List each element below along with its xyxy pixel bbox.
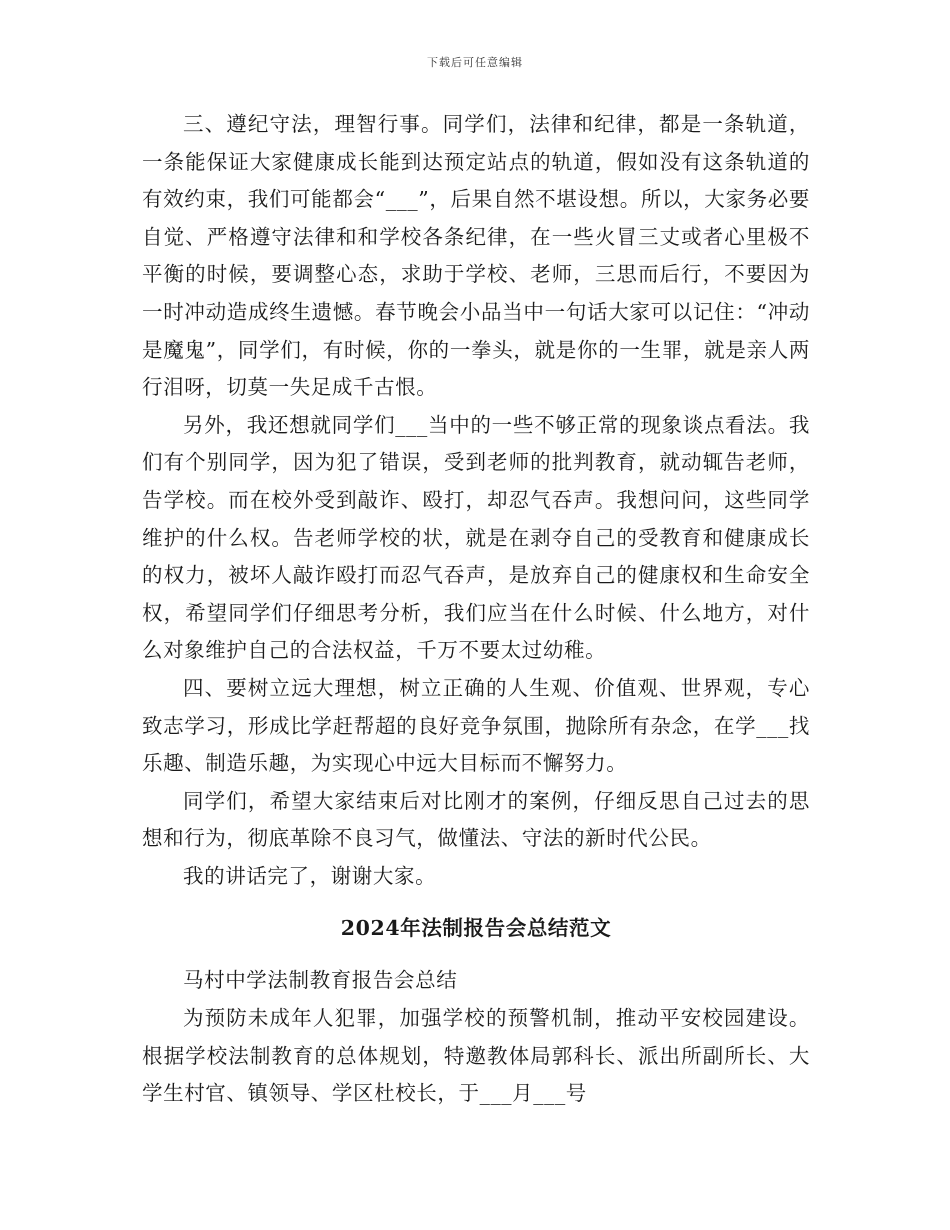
- paragraph-closing: 我的讲话完了，谢谢大家。: [183, 863, 437, 888]
- section-title: 2024年法制报告会总结范文: [340, 916, 612, 941]
- paragraph-rights: 另外，我还想就同学们___当中的一些不够正常的现象谈点看法。我们有个别同学，因为犯了错误，受到老师的批判教育，就动辄告老师，告学校。而在校外受到敲诈、殴打，却忍气吞声。我想问问，这些同学维护的什么权。告老师学校的状，就是在剥夺自己的受教育和健康成长的权力，被坏人敲诈殴打而忍气吞声，是放弃自己的健康权和生命安全权，希望同学们仔细思考分析，我们应当在什么时候、什么地方，对什么对象维护自己的合法权益，千万不要太过幼稚。: [142, 412, 810, 663]
- paragraph-intro: 为预防未成年人犯罪，加强学校的预警机制，推动平安校园建设。根据学校法制教育的总体规划，特邀教体局郭科长、派出所副所长、大学生村官、镇领导、学区杜校长，于___月___号: [142, 1006, 810, 1106]
- paragraph-ideals: 四、要树立远大理想，树立正确的人生观、价值观、世界观，专心致志学习，形成比学赶帮超的良好竞争氛围，抛除所有杂念，在学___找乐趣、制造乐趣，为实现心中远大目标而不懈努力。: [142, 675, 810, 776]
- paragraph-subtitle: 马村中学法制教育报告会总结: [183, 968, 458, 993]
- document-body: [142, 106, 810, 1113]
- page-header-note: 下载后可任意编辑: [427, 56, 523, 69]
- paragraph-reflection: 同学们，希望大家结束后对比刚才的案例，仔细反思自己过去的思想和行为，彻底革除不良习气，做懂法、守法的新时代公民。: [142, 788, 810, 851]
- paragraph-discipline: 三、遵纪守法，理智行事。同学们，法律和纪律，都是一条轨道，一条能保证大家健康成长能到达预定站点的轨道，假如没有这条轨道的有效约束，我们可能都会“___”，后果自然不堪设想。所以，大家务必要自觉、严格遵守法律和和学校各条纪律，在一些火冒三丈或者心里极不平衡的时候，要调整心态，求助于学校、老师，三思而后行，不要因为一时冲动造成终生遗憾。春节晚会小品当中一句话大家可以记住：“冲动是魔鬼”，同学们，有时候，你的一拳头，就是你的一生罪，就是亲人两行泪呀，切莫一失足成千古恨。: [142, 112, 810, 400]
